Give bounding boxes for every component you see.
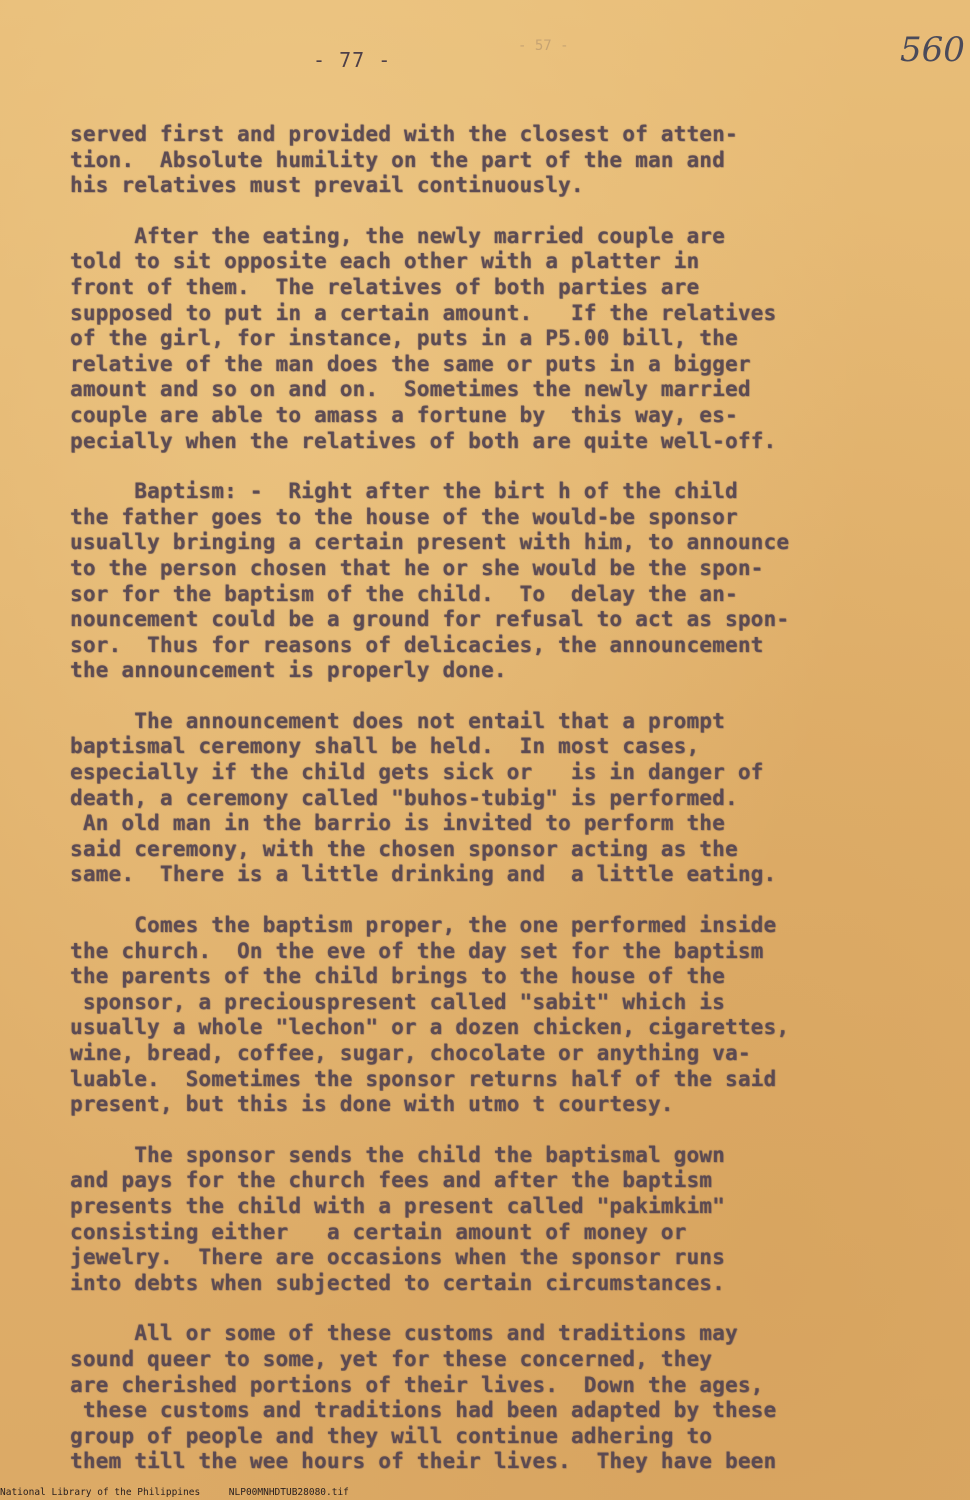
text-line: the announcement is properly done. bbox=[70, 658, 507, 683]
text-line: Comes the baptism proper, the one performed inside bbox=[70, 913, 777, 938]
text-line: The announcement does not entail that a prompt bbox=[70, 708, 725, 733]
text-line: consisting either a certain amount of money or bbox=[70, 1219, 687, 1244]
text-line: wine, bread, coffee, sugar, chocolate or anything va- bbox=[70, 1041, 751, 1065]
text-line: especially if the child gets sick or is in danger of bbox=[70, 760, 764, 785]
paragraph bbox=[70, 913, 950, 1118]
text-line: group of people and they will continue adhering to bbox=[70, 1423, 713, 1448]
text-line: pecially when the relatives of both are quite well-off. bbox=[70, 428, 777, 453]
paragraph bbox=[70, 709, 950, 888]
text-line: luable. Sometimes the sponsor returns half of the said bbox=[70, 1066, 777, 1091]
text-line: said ceremony, with the chosen sponsor acting as the bbox=[70, 836, 738, 861]
paragraph bbox=[70, 1143, 950, 1297]
text-line: these customs and traditions had been adapted by these bbox=[70, 1398, 777, 1423]
text-line: are cherished portions of their lives. Down the ages, bbox=[70, 1372, 764, 1397]
text-line: After the eating, the newly married couple are bbox=[70, 223, 725, 248]
text-line: sound queer to some, yet for these concerned, they bbox=[70, 1346, 713, 1371]
text-line: relative of the man does the same or puts in a bigger bbox=[70, 351, 751, 376]
text-line: sor. Thus for reasons of delicacies, the announcement bbox=[70, 632, 764, 657]
paragraph bbox=[70, 1321, 950, 1475]
text-line: same. There is a little drinking and a little eating. bbox=[70, 862, 777, 887]
text-line: supposed to put in a certain amount. If the relatives bbox=[70, 300, 777, 325]
handwritten-page-number: 560 bbox=[900, 30, 965, 70]
text-line: All or some of these customs and traditions may bbox=[70, 1321, 738, 1346]
text-line: The sponsor sends the child the baptismal gown bbox=[70, 1142, 725, 1167]
text-line: couple are able to amass a fortune by this way, es- bbox=[70, 402, 738, 427]
text-line: tion. Absolute humility on the part of the man and bbox=[70, 147, 725, 172]
paragraph bbox=[70, 122, 950, 199]
text-line: into debts when subjected to certain circumstances. bbox=[70, 1270, 725, 1295]
text-line: to the person chosen that he or she would be the spon- bbox=[70, 555, 764, 580]
text-line: amount and so on and on. Sometimes the newly married bbox=[70, 377, 751, 402]
text-line: the parents of the child brings to the house of the bbox=[70, 964, 725, 989]
text-line: nouncement could be a ground for refusal to act as spon- bbox=[70, 607, 790, 632]
text-line: the father goes to the house of the would-be sponsor bbox=[70, 504, 738, 529]
text-line: usually bringing a certain present with him, to announce bbox=[70, 530, 790, 555]
paragraph bbox=[70, 224, 950, 454]
text-line: jewelry. There are occasions when the sponsor runs bbox=[70, 1245, 725, 1270]
text-line: present, but this is done with utmo t courtesy. bbox=[70, 1092, 674, 1117]
text-line: An old man in the barrio is invited to perform the bbox=[70, 811, 725, 836]
text-line: his relatives must prevail continuously. bbox=[70, 173, 584, 198]
text-line: front of them. The relatives of both parties are bbox=[70, 274, 700, 299]
text-line: of the girl, for instance, puts in a P5.00 bill, the bbox=[70, 326, 738, 351]
text-line: and pays for the church fees and after the baptism bbox=[70, 1168, 713, 1193]
text-line: told to sit opposite each other with a platter in bbox=[70, 249, 700, 274]
typewritten-body bbox=[70, 122, 950, 1500]
paragraph bbox=[70, 479, 950, 684]
archive-footer: National Library of the Philippines NLP00MNHDTUB28080.tif bbox=[0, 1487, 349, 1498]
text-line: death, a ceremony called "buhos-tubig" is performed. bbox=[70, 785, 738, 810]
text-line: the church. On the eve of the day set for the baptism bbox=[70, 938, 764, 963]
page-number: - 77 - bbox=[313, 48, 392, 72]
text-line: Baptism: - Right after the birt h of the child bbox=[70, 479, 738, 504]
text-line: sponsor, a preciouspresent called "sabit" which is bbox=[70, 989, 725, 1014]
bleed-through-page-number: - 57 - bbox=[518, 38, 569, 54]
text-line: usually a whole "lechon" or a dozen chicken, cigarettes, bbox=[70, 1015, 790, 1040]
text-line: them till the wee hours of their lives. They have been bbox=[70, 1449, 777, 1474]
text-line: served first and provided with the closest of atten- bbox=[70, 122, 738, 146]
text-line: sor for the baptism of the child. To delay the an- bbox=[70, 581, 738, 606]
text-line: baptismal ceremony shall be held. In most cases, bbox=[70, 734, 700, 759]
text-line: presents the child with a present called "pakimkim" bbox=[70, 1193, 725, 1218]
